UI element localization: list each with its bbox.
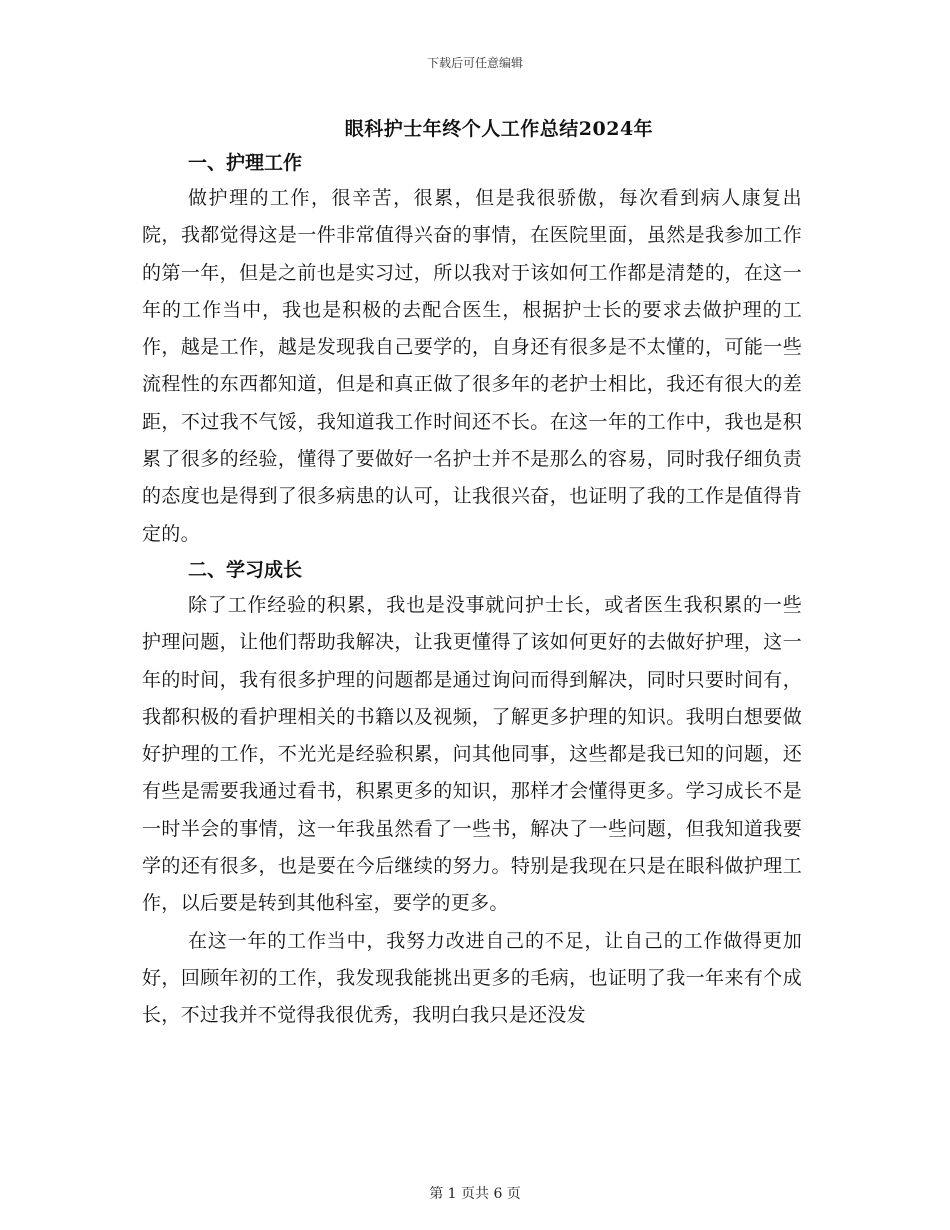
page-number: 第 1 页共 6 页 — [429, 1186, 521, 1202]
document-title: 眼科护士年终个人工作总结2024年 — [344, 118, 654, 140]
section-heading: 一、护理工作 — [188, 152, 303, 174]
section-nursing-work — [142, 146, 802, 553]
section-heading: 二、学习成长 — [188, 558, 303, 581]
document-body — [142, 146, 802, 1035]
body-paragraph: 在这一年的工作当中，我努力改进自己的不足，让自己的工作做得更加好，回顾年初的工作，我发现我能挑出更多的毛病，也证明了我一年来有个成长，不过我并不觉得我很优秀，我明白我只是还没发 — [142, 929, 802, 1027]
body-paragraph: 做护理的工作，很辛苦，很累，但是我很骄傲，每次看到病人康复出院，我都觉得这是一件非常值得兴奋的事情，在医院里面，虽然是我参加工作的第一年，但是之前也是实习过，所以我对于该如何工作都是清楚的，在这一年的工作当中，我也是积极的去配合医生，根据护士长的要求去做护理的工作，越是工作，越是发现我自己要学的，自身还有很多是不太懂的，可能一些流程性的东西都知道，但是和真正做了很多年的老护士相比，我还有很大的差距，不过我不气馁，我知道我工作时间还不长。在这一年的工作中，我也是积累了很多的经验，懂得了要做好一名护士并不是那么的容易，同时我仔细负责的态度也是得到了很多病患的认可，让我很兴奋，也证明了我的工作是值得肯定的。 — [142, 187, 802, 545]
section-learning-growth — [142, 553, 802, 1035]
page-header-note: 下载后可任意编辑 — [426, 56, 523, 70]
body-paragraph: 除了工作经验的积累，我也是没事就问护士长，或者医生我积累的一些护理问题，让他们帮助我解决，让我更懂得了该如何更好的去做好护理，这一年的时间，我有很多护理的问题都是通过询问而得到解决，同时只要时间有，我都积极的看护理相关的书籍以及视频，了解更多护理的知识。我明白想要做好护理的工作，不光光是经验积累，问其他同事，这些都是我已知的问题，还有些是需要我通过看书，积累更多的知识，那样才会懂得更多。学习成长不是一时半会的事情，这一年我虽然看了一些书，解决了一些问题，但我知道我要学的还有很多，也是要在今后继续的努力。特别是我现在只是在眼科做护理工作，以后要是转到其他科室，要学的更多。 — [142, 593, 802, 915]
